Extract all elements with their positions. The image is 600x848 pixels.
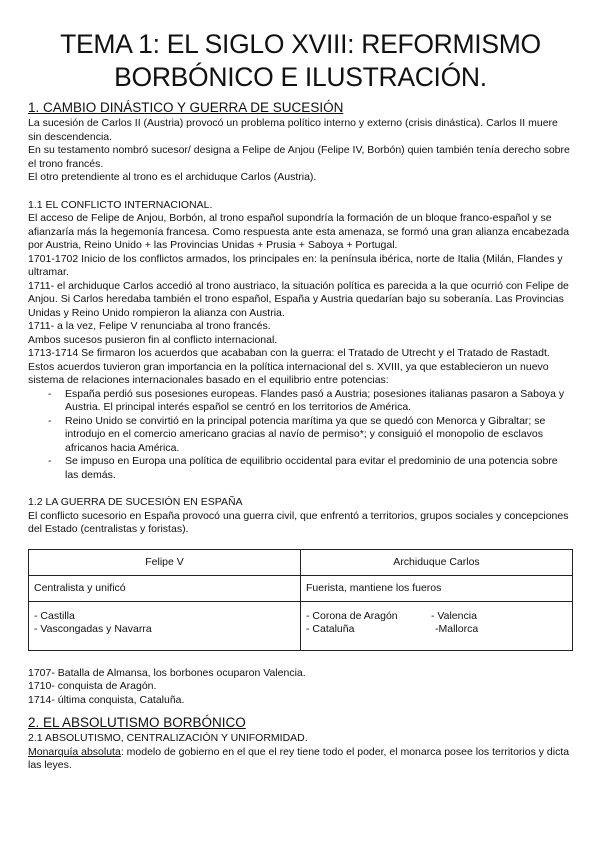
paragraph: El acceso de Felipe de Anjou, Borbón, al trono español supondría la formación de un bloque franco-español y se afianzaría más la hegemonía francesa. Como respuesta ante esta amenaza, se formó una gran alianza encabezada por Austria, Reino Unido + las Provincias Unidas + Prusia + Saboya + Portugal. <box>28 212 570 251</box>
section-1-2-heading: 1.2 LA GUERRA DE SUCESIÓN EN ESPAÑA <box>28 496 243 508</box>
table-cell: - Castilla - Vascongadas y Navarra <box>29 601 301 650</box>
paragraph: 1713-1714 Se firmaron los acuerdos que acababan con la guerra: el Tratado de Utrecht y el Tratado de Rastadt. Estos acuerdos tuvieron gran importancia en la política internacional del s. XVIII, ya que establecieron un nuevo sistema de relaciones internacionales basado en el equilibrio entre potencias: <box>28 347 550 386</box>
table-cell: Centralista y unificó <box>29 575 301 601</box>
event-line: 1714- última conquista, Cataluña. <box>28 693 185 706</box>
paragraph: 1711- a la vez, Felipe V renunciaba al trono francés. <box>28 320 271 332</box>
paragraph: Ambos sucesos pusieron fin al conflicto internacional. <box>28 333 278 346</box>
factions-table <box>28 549 573 651</box>
consequences-list <box>28 388 573 483</box>
list-item: - Se impuso en Europa una política de equilibrio occidental para evitar el predominio de una potencia sobre las demás. <box>48 455 558 481</box>
list-item: - Reino Unido se convirtió en la principal potencia marítima ya que se quedó con Menorca y Gibraltar; se introdujo en el comercio americano gracias al navío de permiso*; y consiguió el monopolio de esclavos africanos hacia América. <box>48 414 546 454</box>
section-2-1-heading: 2.1 ABSOLUTISMO, CENTRALIZACIÓN Y UNIFORMIDAD. <box>28 732 308 744</box>
term: Monarquía absoluta <box>28 745 121 758</box>
list-item: - España perdió sus posesiones europeas. Flandes pasó a Austria; posesiones italianas pasaron a Saboya y Austria. El principal interés español se centró en los territorios de América. <box>48 387 565 413</box>
table-cell: Fuerista, mantiene los fueros <box>301 575 573 601</box>
section-2-heading: 2. EL ABSOLUTISMO BORBÓNICO <box>28 715 246 730</box>
page-title: TEMA 1: EL SIGLO XVIII: REFORMISMO BORBÓNICO E ILUSTRACIÓN. <box>60 29 541 92</box>
paragraph: 1701-1702 Inicio de los conflictos armados, los principales en: la península ibérica, norte de Italia (Milán, Flandes y ultramar. <box>28 252 563 278</box>
paragraph: En su testamento nombró sucesor/ designa a Felipe de Anjou (Felipe IV, Borbón) quien también tenía derecho sobre el trono francés. <box>28 144 570 170</box>
paragraph: La sucesión de Carlos II (Austria) provocó un problema político interno y externo (crisis dinástica). Carlos II muere sin descendencia. <box>28 117 558 143</box>
section-1-1-heading: 1.1 EL CONFLICTO INTERNACIONAL. <box>28 198 213 211</box>
event-line: 1710- conquista de Aragón. <box>28 680 157 692</box>
table-header: Felipe V <box>29 549 301 575</box>
paragraph: El conflicto sucesorio en España provocó una guerra civil, que enfrentó a territorios, grupos sociales y concepciones del Estado (centralistas y foristas). <box>28 509 569 535</box>
paragraph: El otro pretendiente al trono es el archiduque Carlos (Austria). <box>28 171 317 183</box>
event-line: 1707- Batalla de Almansa, los borbones ocuparon Valencia. <box>28 666 306 679</box>
table-cell: - Corona de Aragón - Cataluña - Valencia -Mallorca <box>301 601 573 650</box>
section-1-heading: 1. CAMBIO DINÁSTICO Y GUERRA DE SUCESIÓN <box>28 100 344 115</box>
paragraph: Monarquía absoluta: modelo de gobierno en el que el rey tiene todo el poder, el monarca posee los territorios y dicta las leyes. <box>28 745 570 771</box>
paragraph: 1711- el archiduque Carlos accedió al trono austriaco, la situación política es parecida a la que ocurrió con Felipe de Anjou. Si Carlos heredaba también el trono español, España y Austria quedarían bajo su soberanía. Las Provincias Unidas y Reino Unido rompieron la alianza con Austria. <box>28 279 569 319</box>
table-header: Archiduque Carlos <box>301 549 573 575</box>
